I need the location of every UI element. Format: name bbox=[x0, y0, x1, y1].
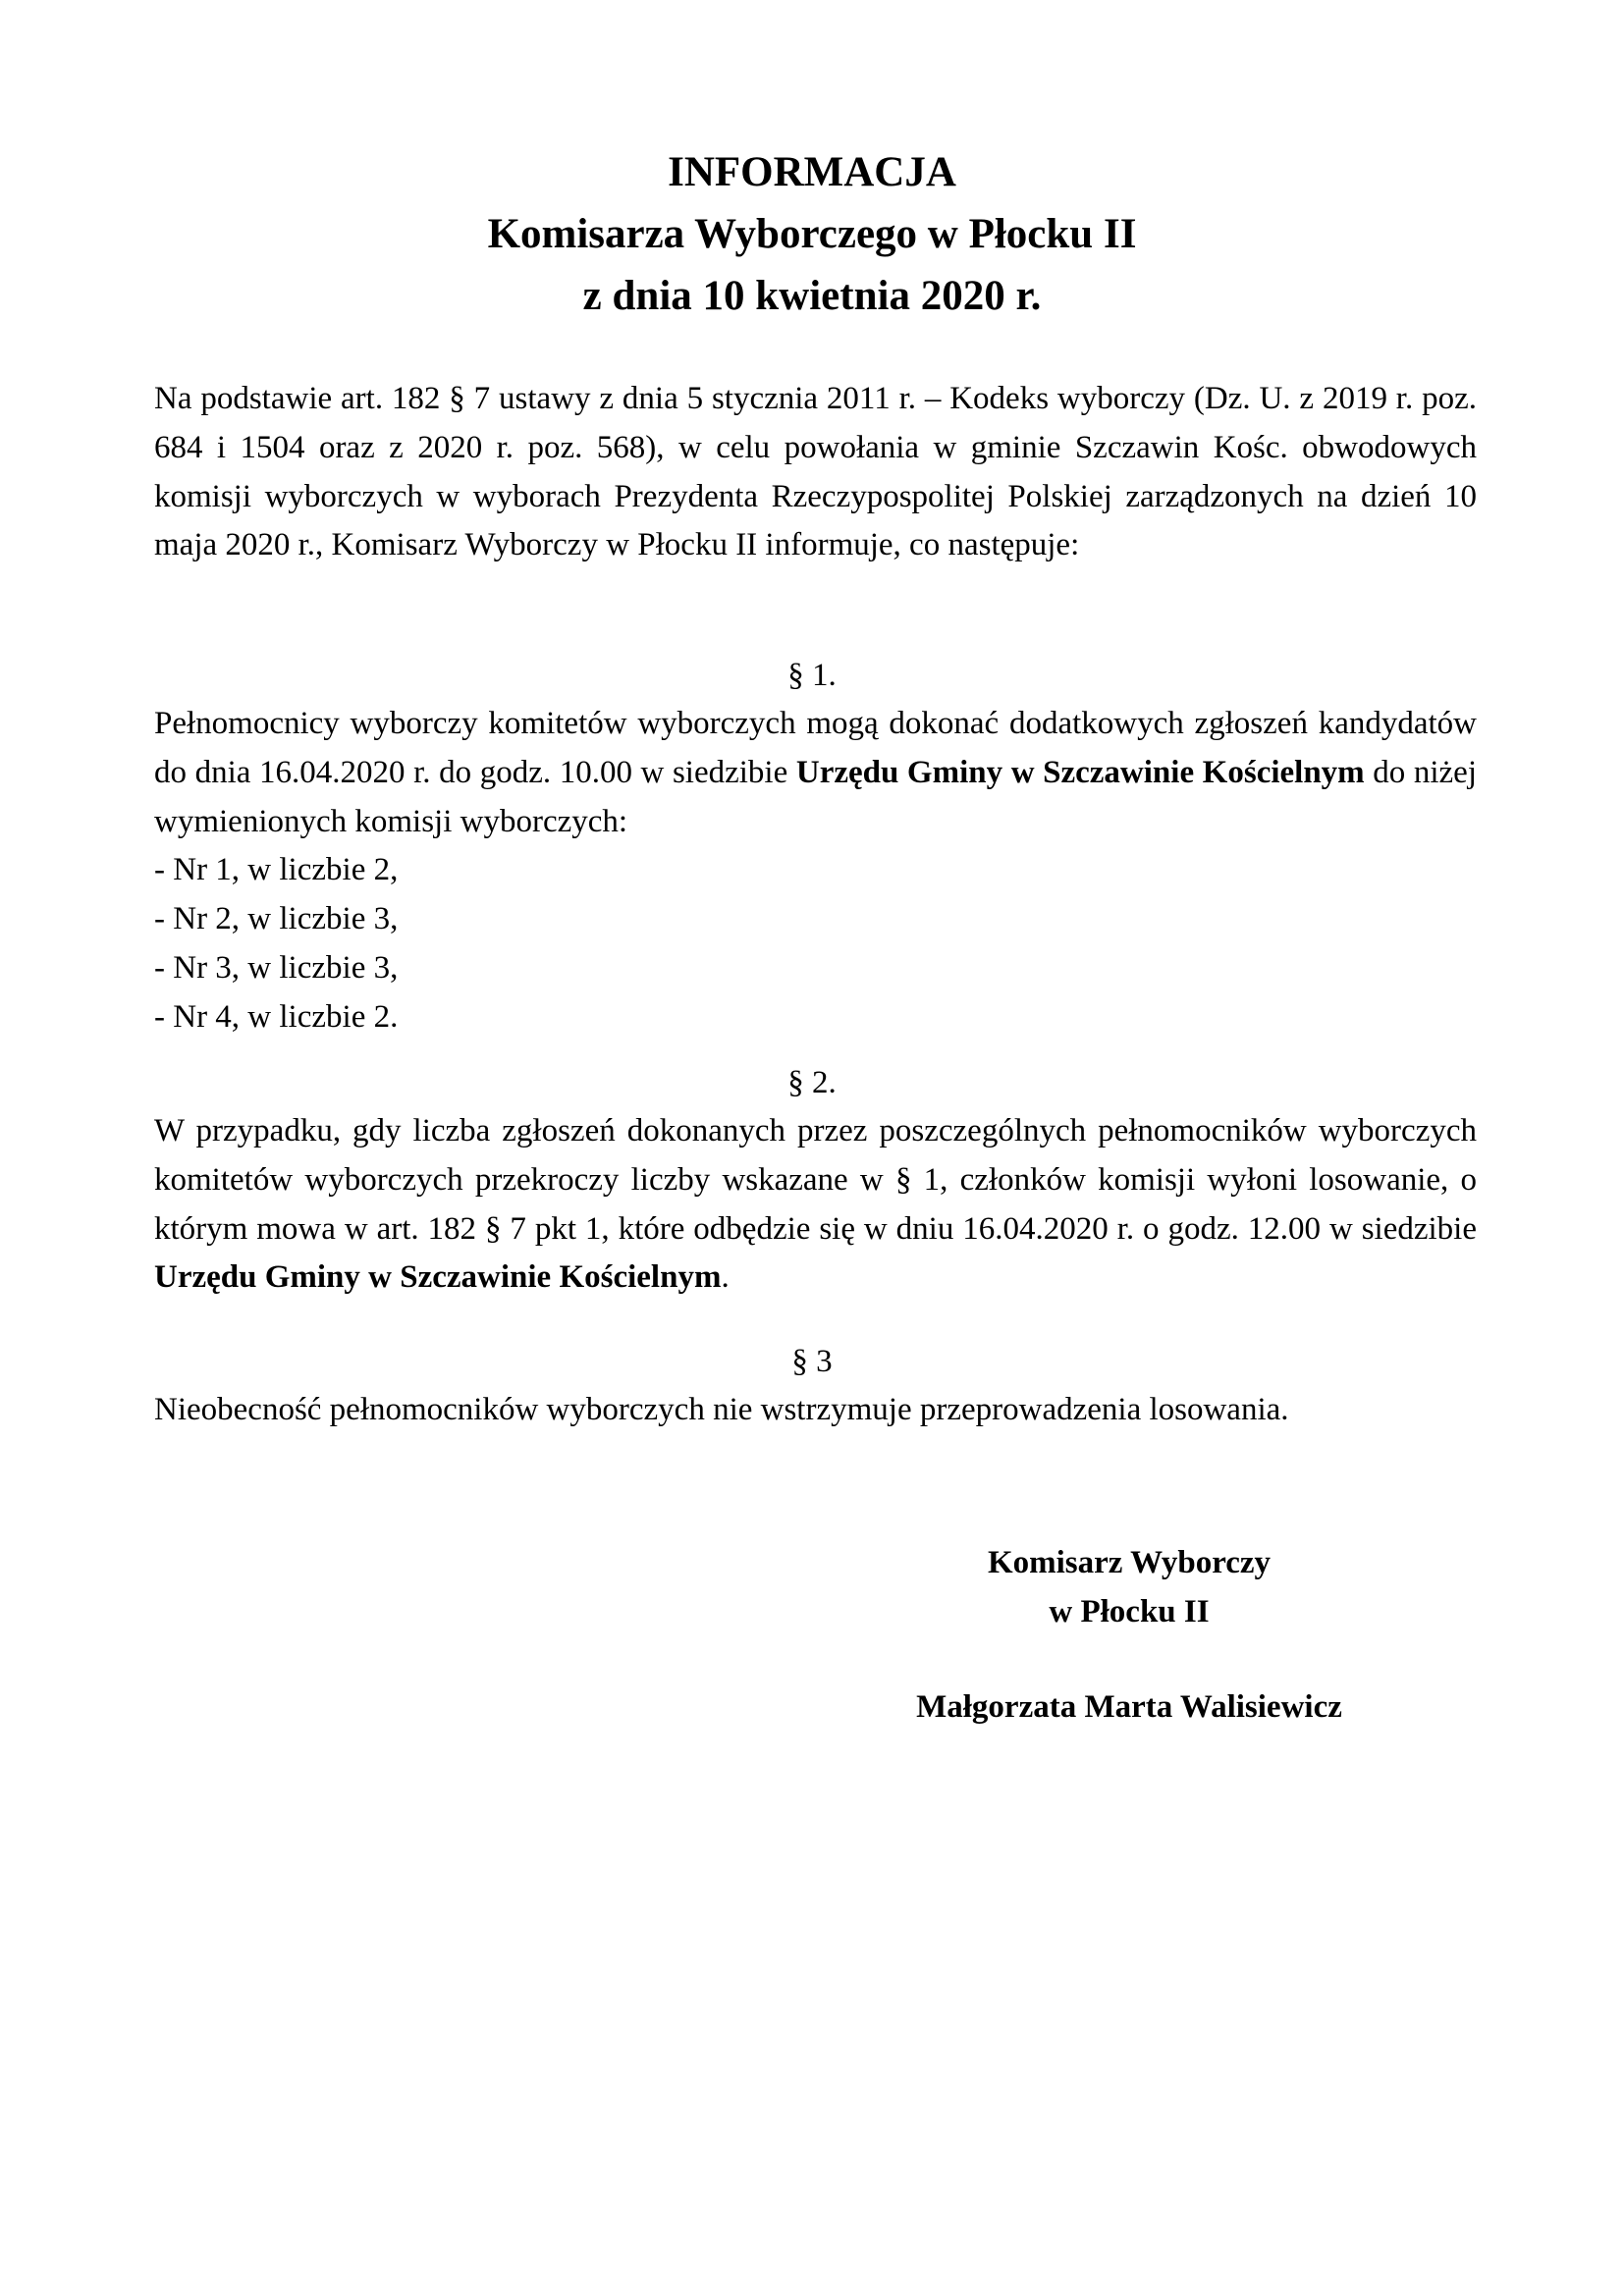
signature-name: Małgorzata Marta Walisiewicz bbox=[916, 1689, 1342, 1725]
section-2-text-after: . bbox=[721, 1259, 730, 1296]
list-item: - Nr 1, w liczbie 2, bbox=[154, 852, 399, 888]
section-2-text bbox=[154, 1107, 1477, 1303]
document-subtitle: Komisarza Wyborczego w Płocku II bbox=[487, 211, 1137, 257]
section-3-text: Nieobecność pełnomocników wyborczych nie wstrzymuje przeprowadzenia losowania. bbox=[154, 1392, 1289, 1427]
document-date: z dnia 10 kwietnia 2020 r. bbox=[582, 273, 1042, 319]
section-1-body bbox=[154, 700, 1477, 1042]
section-3-body bbox=[154, 1386, 1477, 1435]
section-2-text-before: W przypadku, gdy liczba zgłoszeń dokonanych przez poszczególnych pełnomocników wyborczych komitetów wyborczych przekroczy liczby wskazane w § 1, członków komisji wyłoni losowanie, o którym mowa w art. 182 § 7 pkt 1, które odbędzie się w dniu 16.04.2020 r. o godz. 12.00 w siedzibie bbox=[154, 1113, 1477, 1247]
list-item: - Nr 2, w liczbie 3, bbox=[154, 901, 399, 937]
section-1-label: § 1. bbox=[787, 658, 837, 693]
section-1-text bbox=[154, 700, 1477, 846]
signature-title bbox=[884, 1539, 1375, 1637]
intro-text: Na podstawie art. 182 § 7 ustawy z dnia 5 stycznia 2011 r. – Kodeks wyborczy (Dz. U. z 2019 r. poz. 684 i 1504 oraz z 2020 r. poz. 568), w celu powołania w gminie Szczawin Kośc. obwodowych komisji wyborczych w wyborach Prezydenta Rzeczypospolitej Polskiej zarządzonych na dzień 10 maja 2020 r., Komisarz Wyborczy w Płocku II informuje, co następuje: bbox=[154, 381, 1477, 563]
signature-location: w Płocku II bbox=[1049, 1593, 1210, 1629]
section-2-office-name: Urzędu Gminy w Szczawinie Kościelnym bbox=[154, 1259, 722, 1296]
document-header bbox=[0, 141, 1624, 327]
list-item: - Nr 4, w liczbie 2. bbox=[154, 998, 399, 1035]
list-item: - Nr 3, w liczbie 3, bbox=[154, 949, 399, 986]
section-1-text-after: do niżej wymienionych komisji wyborczych: bbox=[154, 754, 1477, 839]
section-2-label: § 2. bbox=[787, 1065, 837, 1100]
intro-paragraph bbox=[154, 375, 1477, 570]
section-1-office-name: Urzędu Gminy w Szczawinie Kościelnym bbox=[795, 754, 1365, 790]
section-2-body bbox=[154, 1107, 1477, 1303]
signature-role: Komisarz Wyborczy bbox=[987, 1545, 1272, 1580]
section-1-text-before: Pełnomocnicy wyborczy komitetów wyborczych mogą dokonać dodatkowych zgłoszeń kandydatów do dnia 16.04.2020 r. do godz. 10.00 w siedzibie bbox=[154, 706, 1477, 790]
document-title: INFORMACJA bbox=[668, 149, 956, 195]
section-3-label: § 3 bbox=[791, 1344, 833, 1379]
